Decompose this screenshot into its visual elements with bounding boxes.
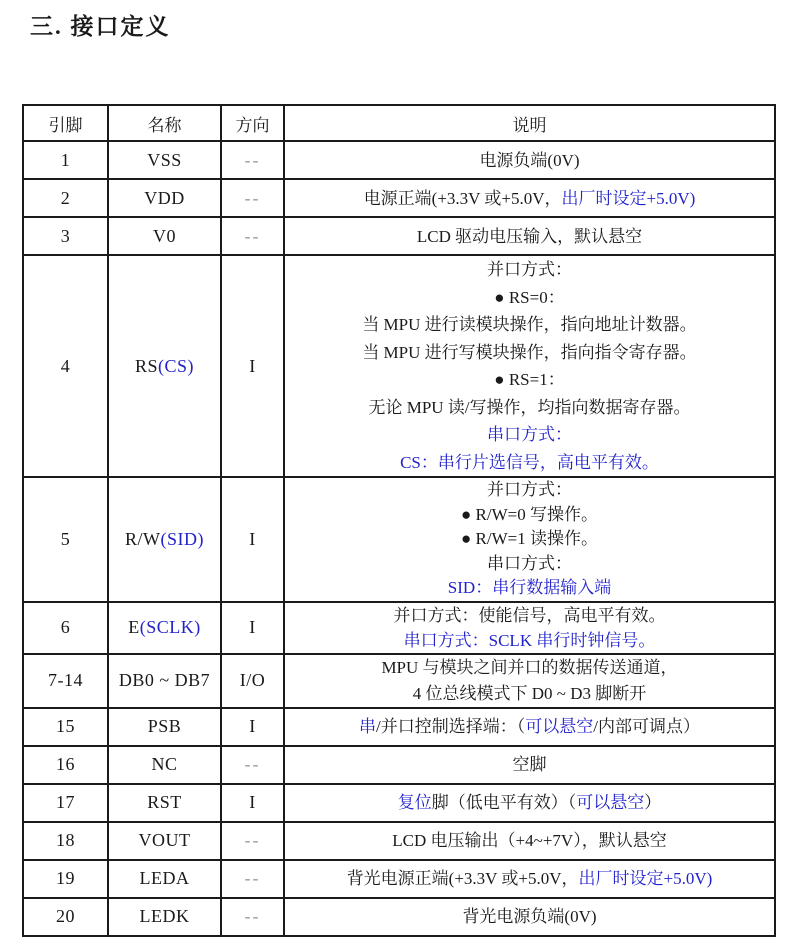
direction-cell bbox=[221, 746, 284, 784]
direction-value: I bbox=[249, 617, 256, 637]
pin-number-cell: 20 bbox=[23, 898, 108, 936]
text-segment: LCD 电压输出（+4~+7V），默认悬空 bbox=[392, 831, 667, 850]
text-segment: 4 位总线模式下 D0 ~ D3 脚断开 bbox=[412, 683, 647, 703]
text-segment: /内部可调点） bbox=[593, 717, 700, 736]
text-segment: V0 bbox=[153, 225, 176, 246]
header-name: 名称 bbox=[108, 105, 221, 141]
description-line bbox=[285, 339, 774, 367]
direction-value: -- bbox=[244, 225, 261, 246]
table-row bbox=[23, 654, 775, 708]
direction-cell bbox=[221, 784, 284, 822]
pin-name-cell bbox=[108, 217, 221, 255]
text-segment: 当 MPU 进行读模块操作，指向地址计数器。 bbox=[362, 315, 697, 334]
direction-cell bbox=[221, 477, 284, 602]
pin-number-cell: 6 bbox=[23, 602, 108, 654]
direction-cell bbox=[221, 860, 284, 898]
direction-value: I bbox=[249, 716, 256, 736]
text-segment: 当 MPU 进行写模块操作，指向指令寄存器。 bbox=[362, 342, 697, 362]
page-title: 三. 接口定义 bbox=[30, 14, 171, 39]
direction-cell bbox=[221, 602, 284, 654]
text-segment: LCD 驱动电压输入，默认悬空 bbox=[416, 226, 643, 246]
text-segment: /并口控制选择端：（ bbox=[376, 717, 526, 736]
direction-value: -- bbox=[244, 830, 261, 850]
description-cell bbox=[284, 898, 775, 936]
text-segment: NC bbox=[151, 754, 178, 774]
text-segment: 串口方式： bbox=[487, 425, 572, 444]
text-segment: 出厂时设定+5.0V) bbox=[561, 188, 696, 208]
header-description: 说明 bbox=[284, 105, 775, 141]
text-segment: ● RS=0： bbox=[494, 287, 565, 307]
description-cell bbox=[284, 708, 775, 746]
direction-value: -- bbox=[244, 906, 261, 926]
pin-number-cell: 17 bbox=[23, 784, 108, 822]
description-line bbox=[285, 790, 774, 815]
pin-definition-table bbox=[22, 104, 776, 937]
table-row bbox=[23, 255, 775, 477]
table-row bbox=[23, 708, 775, 746]
description-cell bbox=[284, 784, 775, 822]
pin-name-cell bbox=[108, 860, 221, 898]
text-segment: 并口方式：使能信号，高电平有效。 bbox=[393, 605, 666, 625]
pin-number-cell: 18 bbox=[23, 822, 108, 860]
pin-name-cell bbox=[108, 602, 221, 654]
description-line bbox=[285, 828, 774, 853]
direction-value: I bbox=[249, 792, 256, 812]
text-segment: 串口方式：SCLK 串行时钟信号。 bbox=[403, 630, 656, 650]
direction-value: I/O bbox=[239, 670, 266, 690]
pin-number-cell: 2 bbox=[23, 179, 108, 217]
text-segment: ） bbox=[644, 793, 662, 812]
table-header-row bbox=[23, 105, 775, 141]
direction-value: I bbox=[249, 528, 256, 549]
pin-name-cell bbox=[108, 898, 221, 936]
pin-number-cell: 15 bbox=[23, 708, 108, 746]
pin-name-cell bbox=[108, 746, 221, 784]
table-body bbox=[23, 141, 775, 936]
description-cell bbox=[284, 179, 775, 217]
text-segment: E bbox=[128, 617, 140, 637]
text-segment: DB0 ~ DB7 bbox=[118, 670, 211, 690]
description-cell bbox=[284, 477, 775, 602]
direction-value: -- bbox=[244, 868, 261, 888]
description-line bbox=[285, 449, 774, 477]
description-cell bbox=[284, 746, 775, 784]
text-segment: 背光电源正端(+3.3V 或+5.0V， bbox=[346, 869, 579, 888]
description-line bbox=[285, 866, 774, 891]
pin-number-cell: 7-14 bbox=[23, 654, 108, 708]
pin-name-cell bbox=[108, 654, 221, 708]
text-segment: (SCLK) bbox=[139, 617, 201, 637]
description-line bbox=[285, 284, 774, 312]
text-segment: LEDA bbox=[139, 868, 190, 888]
text-segment: 串口方式： bbox=[487, 553, 572, 573]
text-segment: 电源正端(+3.3V 或+5.0V， bbox=[363, 188, 562, 208]
description-line bbox=[285, 714, 774, 739]
text-segment: MPU 与模块之间并口的数据传送通道， bbox=[381, 657, 678, 677]
text-segment: CS：串行片选信号，高电平有效。 bbox=[400, 452, 659, 472]
description-line bbox=[285, 752, 774, 777]
text-segment: ● R/W=0 写操作。 bbox=[461, 504, 598, 524]
table-row bbox=[23, 141, 775, 179]
description-line bbox=[285, 681, 774, 707]
description-line bbox=[285, 552, 774, 577]
direction-cell bbox=[221, 179, 284, 217]
text-segment: 并口方式： bbox=[487, 480, 572, 499]
table-row bbox=[23, 898, 775, 936]
description-line bbox=[285, 904, 774, 929]
text-segment: 串 bbox=[359, 717, 377, 736]
text-segment: 并口方式： bbox=[487, 260, 572, 279]
table-row bbox=[23, 179, 775, 217]
pin-number-cell: 1 bbox=[23, 141, 108, 179]
pin-number-cell: 16 bbox=[23, 746, 108, 784]
description-line bbox=[285, 655, 774, 681]
table-row bbox=[23, 746, 775, 784]
description-line bbox=[285, 186, 774, 211]
text-segment: 可以悬空 bbox=[525, 717, 594, 736]
direction-cell bbox=[221, 217, 284, 255]
table-row bbox=[23, 477, 775, 602]
header-direction: 方向 bbox=[221, 105, 284, 141]
direction-cell bbox=[221, 141, 284, 179]
direction-cell bbox=[221, 255, 284, 477]
description-line bbox=[285, 503, 774, 528]
pin-number-cell: 3 bbox=[23, 217, 108, 255]
description-line bbox=[285, 603, 774, 628]
direction-value: -- bbox=[244, 187, 261, 208]
direction-cell bbox=[221, 898, 284, 936]
table-row bbox=[23, 822, 775, 860]
text-segment: 出厂时设定+5.0V) bbox=[578, 869, 713, 888]
text-segment: RST bbox=[147, 792, 182, 812]
pin-number-cell: 5 bbox=[23, 477, 108, 602]
description-cell bbox=[284, 255, 775, 477]
text-segment: VSS bbox=[147, 149, 182, 170]
description-cell bbox=[284, 654, 775, 708]
description-line bbox=[285, 576, 774, 601]
table-row bbox=[23, 784, 775, 822]
description-line bbox=[285, 421, 774, 449]
direction-cell bbox=[221, 822, 284, 860]
text-segment: 空脚 bbox=[512, 755, 547, 774]
text-segment: PSB bbox=[147, 716, 182, 736]
text-segment: 电源负端(0V) bbox=[479, 150, 580, 170]
table-row bbox=[23, 860, 775, 898]
text-segment: LEDK bbox=[139, 906, 190, 926]
header-pin: 引脚 bbox=[23, 105, 108, 141]
pin-number-cell: 19 bbox=[23, 860, 108, 898]
direction-cell bbox=[221, 708, 284, 746]
text-segment: 背光电源负端(0V) bbox=[462, 907, 597, 926]
pin-name-cell bbox=[108, 708, 221, 746]
description-line bbox=[285, 366, 774, 394]
text-segment: SID：串行数据输入端 bbox=[447, 578, 612, 597]
description-line bbox=[285, 628, 774, 653]
description-line bbox=[285, 256, 774, 284]
text-segment: (SID) bbox=[160, 528, 204, 549]
text-segment: 复位 bbox=[397, 793, 432, 812]
description-cell bbox=[284, 860, 775, 898]
text-segment: RS bbox=[134, 355, 158, 376]
description-line bbox=[285, 148, 774, 173]
direction-value: -- bbox=[244, 149, 261, 170]
description-cell bbox=[284, 602, 775, 654]
text-segment: ● R/W=1 读操作。 bbox=[461, 529, 598, 548]
description-line bbox=[285, 311, 774, 339]
pin-name-cell bbox=[108, 822, 221, 860]
direction-cell bbox=[221, 654, 284, 708]
text-segment: 可以悬空 bbox=[576, 793, 645, 812]
description-line bbox=[285, 527, 774, 552]
direction-value: I bbox=[249, 355, 256, 376]
text-segment: (CS) bbox=[158, 355, 195, 376]
description-cell bbox=[284, 822, 775, 860]
table-row bbox=[23, 602, 775, 654]
pin-name-cell bbox=[108, 477, 221, 602]
description-line bbox=[285, 224, 774, 249]
description-line bbox=[285, 394, 774, 422]
pin-name-cell bbox=[108, 784, 221, 822]
pin-name-cell bbox=[108, 255, 221, 477]
text-segment: R/W bbox=[125, 528, 161, 549]
direction-value: -- bbox=[244, 754, 261, 774]
description-cell bbox=[284, 217, 775, 255]
text-segment: 脚（低电平有效）（ bbox=[431, 793, 577, 812]
description-line bbox=[285, 478, 774, 503]
pin-name-cell bbox=[108, 179, 221, 217]
description-cell bbox=[284, 141, 775, 179]
pin-name-cell bbox=[108, 141, 221, 179]
text-segment: ● RS=1： bbox=[494, 370, 565, 389]
text-segment: 无论 MPU 读/写操作，均指向数据寄存器。 bbox=[368, 397, 691, 417]
table-row bbox=[23, 217, 775, 255]
pin-number-cell: 4 bbox=[23, 255, 108, 477]
text-segment: VOUT bbox=[138, 830, 191, 850]
text-segment: VDD bbox=[144, 187, 185, 208]
